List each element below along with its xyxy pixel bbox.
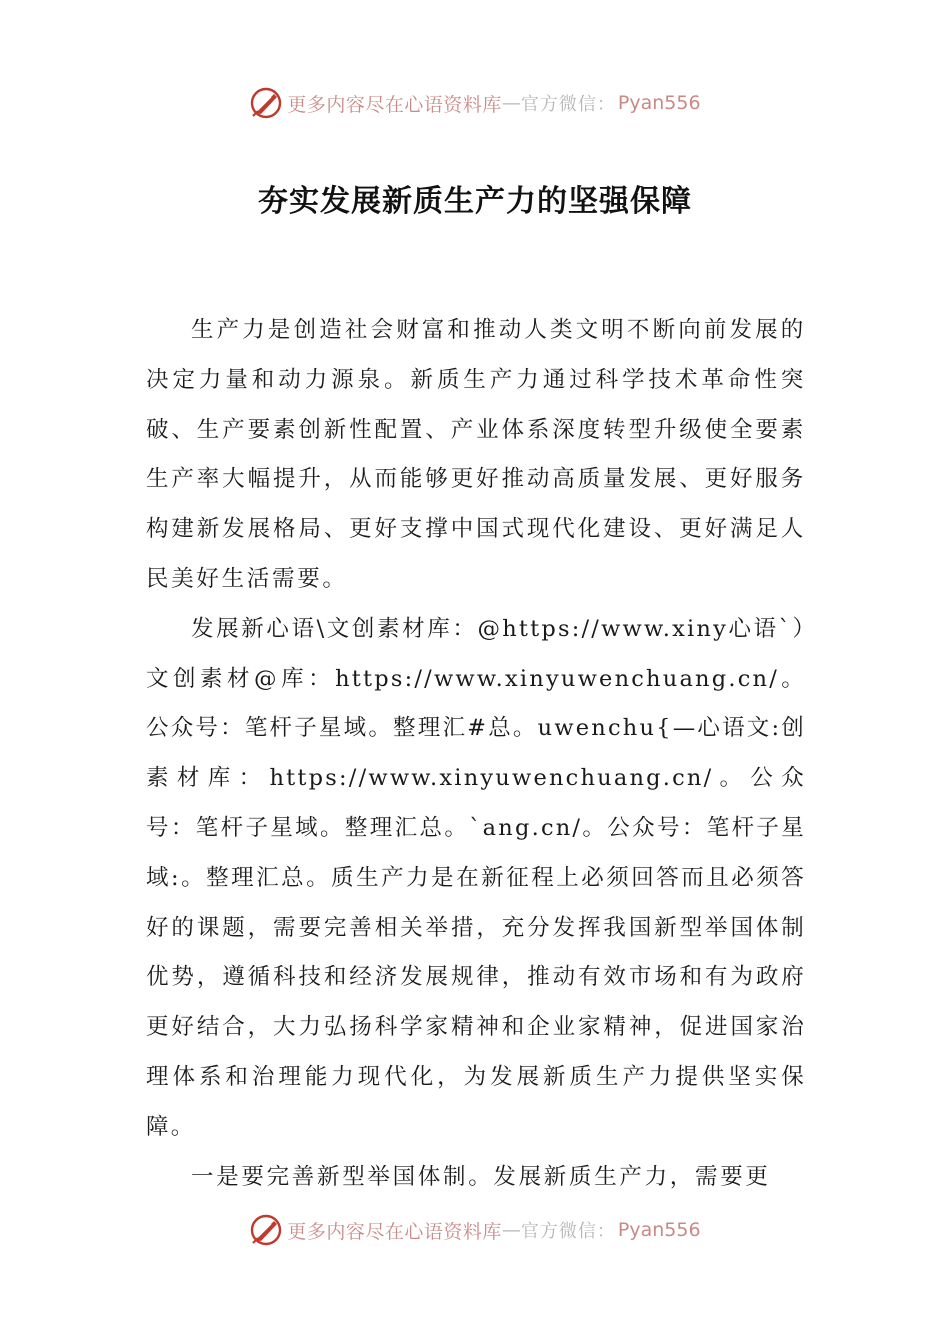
banner-wechat-label: 官方微信： <box>520 1221 616 1242</box>
banner-separator: — <box>501 1219 521 1241</box>
quill-logo-icon <box>249 1213 283 1247</box>
header-banner <box>0 83 950 123</box>
quill-logo-icon <box>249 86 283 120</box>
banner-wechat-id: Pyan556 <box>617 1219 701 1241</box>
footer-banner <box>0 1210 950 1250</box>
banner-main-text: 更多内容尽在心语资料库 <box>287 93 502 116</box>
paragraph-1: 生产力是创造社会财富和推动人类文明不断向前发展的决定力量和动力源泉。新质生产力通过科学技术革命性突破、生产要素创新性配置、产业体系深度转型升级使全要素生产率大幅提升，从而能够更好推动高质量发展、更好服务构建新发展格局、更好支撑中国式现代化建设、更好满足人民美好生活需要。 <box>146 317 806 592</box>
document-title: 夯实发展新质生产力的坚强保障 <box>258 184 692 219</box>
paragraph-2: 发展新心语\文创素材库：@https://www.xiny心语`）文创素材@库：https://www.xinyuwenchuang.cn/。公众号：笔杆子星域。整理汇#总。uwenchu{—心语文:创素材库：https://www.xinyuwenchuang.cn/。公众号：笔杆子星域。整理汇总。`ang.cn/。公众号：笔杆子星域:。整理汇总。质生产力是在新征程上必须回答而且必须答好的课题，需要完善相关举措，充分发挥我国新型举国体制优势，遵循科技和经济发展规律，推动有效市场和有为政府更好结合，大力弘扬科学家精神和企业家精神，促进国家治理体系和治理能力现代化，为发展新质生产力提供坚实保障。 <box>146 615 806 1140</box>
paragraph-3: 一是要完善新型举国体制。发展新质生产力，需要更 <box>191 1163 771 1190</box>
banner-main-text: 更多内容尽在心语资料库 <box>287 1220 502 1243</box>
document-body <box>146 306 806 1202</box>
banner-separator: — <box>501 92 521 114</box>
banner-wechat-label: 官方微信： <box>520 94 616 115</box>
banner-wechat-id: Pyan556 <box>617 92 701 114</box>
